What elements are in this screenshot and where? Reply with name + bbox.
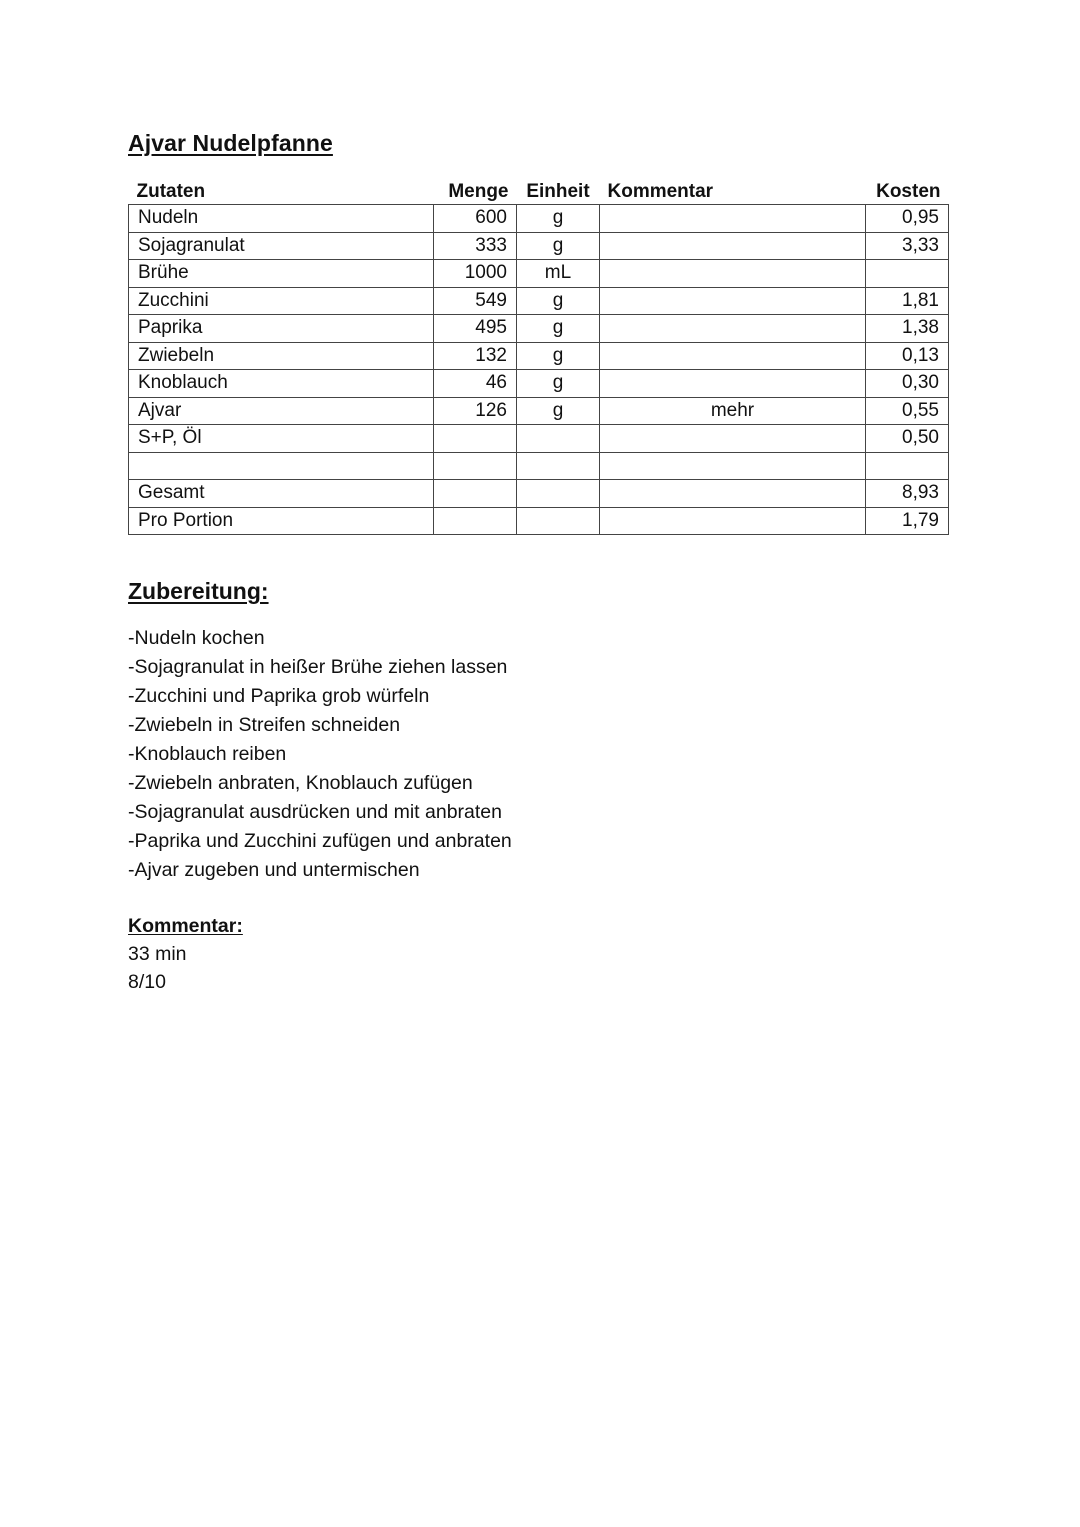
cell-comment bbox=[600, 425, 866, 453]
cell-unit bbox=[517, 425, 600, 453]
cell-cost: 1,79 bbox=[866, 507, 949, 535]
preparation-step: -Nudeln kochen bbox=[128, 627, 265, 649]
preparation-step: -Sojagranulat in heißer Brühe ziehen lassen bbox=[128, 656, 508, 678]
cell-name: Zwiebeln bbox=[129, 342, 434, 370]
preparation-step: -Sojagranulat ausdrücken und mit anbraten bbox=[128, 801, 502, 823]
cell-unit: g bbox=[517, 287, 600, 315]
cell-amount: 132 bbox=[434, 342, 517, 370]
cell-amount bbox=[434, 452, 517, 480]
comment-time: 33 min bbox=[128, 943, 187, 965]
cell-name: Nudeln bbox=[129, 205, 434, 233]
cell-unit bbox=[517, 507, 600, 535]
cell-name: Zucchini bbox=[129, 287, 434, 315]
cell-cost bbox=[866, 260, 949, 288]
cell-unit: g bbox=[517, 315, 600, 343]
cell-name: Ajvar bbox=[129, 397, 434, 425]
header-zutaten: Zutaten bbox=[136, 181, 206, 202]
cell-cost: 0,55 bbox=[866, 397, 949, 425]
table-row bbox=[129, 507, 949, 535]
cell-cost: 0,30 bbox=[866, 370, 949, 398]
table-row bbox=[129, 205, 949, 233]
cell-name: Brühe bbox=[129, 260, 434, 288]
comment-heading: Kommentar: bbox=[128, 915, 243, 937]
header-kommentar: Kommentar bbox=[607, 181, 714, 202]
table-row bbox=[129, 315, 949, 343]
cell-unit bbox=[517, 452, 600, 480]
cell-comment bbox=[600, 507, 866, 535]
cell-amount bbox=[434, 507, 517, 535]
cell-unit: g bbox=[517, 232, 600, 260]
table-row bbox=[129, 370, 949, 398]
table-row bbox=[129, 425, 949, 453]
cell-amount bbox=[434, 480, 517, 508]
cell-name: Paprika bbox=[129, 315, 434, 343]
table-row bbox=[129, 480, 949, 508]
cell-comment bbox=[600, 205, 866, 233]
cell-name: Sojagranulat bbox=[129, 232, 434, 260]
cell-unit: g bbox=[517, 397, 600, 425]
cell-comment bbox=[600, 342, 866, 370]
cell-name: Knoblauch bbox=[129, 370, 434, 398]
cell-amount: 333 bbox=[434, 232, 517, 260]
cell-name: S+P, Öl bbox=[129, 425, 434, 453]
header-menge: Menge bbox=[448, 181, 509, 202]
cell-comment bbox=[600, 370, 866, 398]
recipe-title: Ajvar Nudelpfanne bbox=[128, 130, 333, 156]
cell-amount: 495 bbox=[434, 315, 517, 343]
preparation-step: -Paprika und Zucchini zufügen und anbraten bbox=[128, 830, 512, 852]
preparation-step: -Zucchini und Paprika grob würfeln bbox=[128, 685, 430, 707]
cell-comment bbox=[600, 452, 866, 480]
cell-unit: g bbox=[517, 342, 600, 370]
cell-cost: 1,38 bbox=[866, 315, 949, 343]
preparation-steps bbox=[128, 624, 512, 885]
cell-name: Gesamt bbox=[129, 480, 434, 508]
cell-comment: mehr bbox=[600, 397, 866, 425]
cell-amount: 46 bbox=[434, 370, 517, 398]
cell-unit bbox=[517, 480, 600, 508]
cell-cost: 8,93 bbox=[866, 480, 949, 508]
cell-amount: 600 bbox=[434, 205, 517, 233]
cell-name bbox=[129, 452, 434, 480]
cell-comment bbox=[600, 315, 866, 343]
cell-cost: 1,81 bbox=[866, 287, 949, 315]
cell-unit: g bbox=[517, 205, 600, 233]
cell-comment bbox=[600, 232, 866, 260]
table-row bbox=[129, 342, 949, 370]
cell-unit: mL bbox=[517, 260, 600, 288]
cell-cost: 0,95 bbox=[866, 205, 949, 233]
cell-cost: 0,13 bbox=[866, 342, 949, 370]
cell-comment bbox=[600, 480, 866, 508]
header-einheit: Einheit bbox=[526, 181, 590, 202]
table-row bbox=[129, 397, 949, 425]
table-row bbox=[129, 260, 949, 288]
cell-cost: 0,50 bbox=[866, 425, 949, 453]
cell-amount: 1000 bbox=[434, 260, 517, 288]
preparation-heading: Zubereitung: bbox=[128, 578, 269, 604]
preparation-step: -Ajvar zugeben und untermischen bbox=[128, 859, 420, 881]
cell-comment bbox=[600, 260, 866, 288]
ingredients-body bbox=[129, 205, 949, 535]
table-row bbox=[129, 232, 949, 260]
table-header-row bbox=[129, 176, 949, 205]
cell-amount bbox=[434, 425, 517, 453]
comment-rating: 8/10 bbox=[128, 971, 166, 993]
cell-amount: 549 bbox=[434, 287, 517, 315]
cell-amount: 126 bbox=[434, 397, 517, 425]
header-kosten: Kosten bbox=[876, 181, 941, 202]
cell-name: Pro Portion bbox=[129, 507, 434, 535]
preparation-step: -Knoblauch reiben bbox=[128, 743, 287, 765]
preparation-step: -Zwiebeln anbraten, Knoblauch zufügen bbox=[128, 772, 473, 794]
preparation-step: -Zwiebeln in Streifen schneiden bbox=[128, 714, 401, 736]
cell-unit: g bbox=[517, 370, 600, 398]
comment-section bbox=[128, 912, 243, 996]
cell-comment bbox=[600, 287, 866, 315]
ingredients-table bbox=[128, 176, 949, 535]
cell-cost: 3,33 bbox=[866, 232, 949, 260]
table-row bbox=[129, 452, 949, 480]
cell-cost bbox=[866, 452, 949, 480]
table-row bbox=[129, 287, 949, 315]
